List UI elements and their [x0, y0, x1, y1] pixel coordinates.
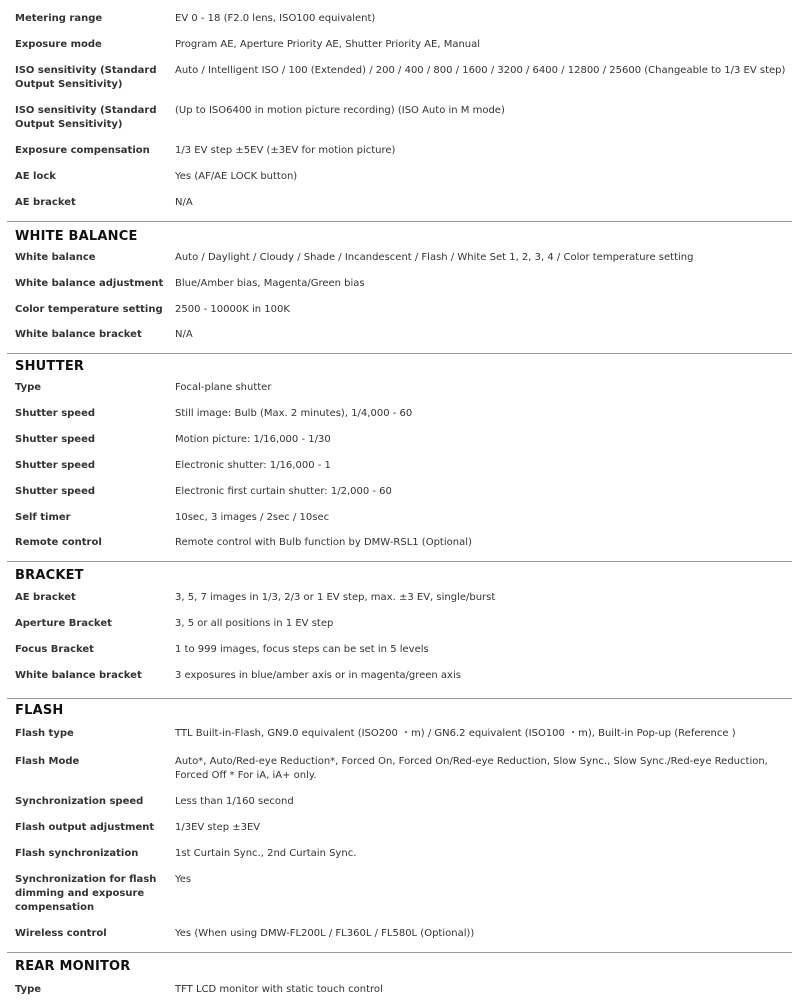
section-title: SHUTTER — [15, 359, 85, 374]
spec-value: Less than 1/160 second — [175, 796, 294, 807]
section-title: BRACKET — [15, 568, 84, 583]
spec-label: Synchronization for flash dimming and exposure compensation — [15, 874, 157, 913]
spec-value: Auto / Intelligent ISO / 100 (Extended) / 200 / 400 / 800 / 1600 / 3200 / 6400 / 12800 / 25600 (Changeable to 1/3 EV step) — [175, 65, 786, 76]
spec-value: EV 0 - 18 (F2.0 lens, ISO100 equivalent) — [175, 13, 376, 24]
spec-value: 1/3EV step ±3EV — [175, 822, 261, 833]
spec-value: 1/3 EV step ±5EV (±3EV for motion picture) — [175, 145, 396, 156]
spec-label: Shutter speed — [15, 460, 96, 471]
spec-value: TTL Built-in-Flash, GN9.0 equivalent (ISO200 ・m) / GN6.2 equivalent (ISO100 ・m), Built-in Pop-up (Reference ) — [175, 728, 736, 739]
section-divider — [7, 561, 792, 562]
spec-label: White balance bracket — [15, 329, 142, 340]
spec-value: Auto / Daylight / Cloudy / Shade / Incandescent / Flash / White Set 1, 2, 3, 4 / Color temperature setting — [175, 252, 694, 263]
section-divider — [7, 353, 792, 354]
spec-label: Remote control — [15, 537, 102, 548]
spec-value: Program AE, Aperture Priority AE, Shutter Priority AE, Manual — [175, 39, 481, 50]
section-title: REAR MONITOR — [15, 959, 131, 974]
spec-value: Electronic shutter: 1/16,000 - 1 — [175, 460, 331, 471]
spec-label: Type — [15, 382, 42, 393]
spec-label: Color temperature setting — [15, 304, 163, 315]
spec-label: Exposure compensation — [15, 145, 150, 156]
spec-value: 10sec, 3 images / 2sec / 10sec — [175, 512, 330, 523]
section-divider — [7, 221, 792, 222]
spec-value: N/A — [175, 197, 193, 208]
spec-value: Auto*, Auto/Red-eye Reduction*, Forced On, Forced On/Red-eye Reduction, Slow Sync., Slow Sync./Red-eye Reduction, Forced Off * For iA, iA+ only. — [175, 756, 768, 781]
spec-label: White balance — [15, 252, 96, 263]
spec-value: Electronic first curtain shutter: 1/2,000 - 60 — [175, 486, 392, 497]
spec-label: Self timer — [15, 512, 71, 523]
spec-value: 3, 5 or all positions in 1 EV step — [175, 618, 334, 629]
spec-value: 3, 5, 7 images in 1/3, 2/3 or 1 EV step, max. ±3 EV, single/burst — [175, 592, 496, 603]
spec-value: Yes — [175, 874, 192, 885]
spec-value: 3 exposures in blue/amber axis or in magenta/green axis — [175, 670, 461, 681]
section-divider — [7, 698, 792, 699]
spec-value: TFT LCD monitor with static touch control — [175, 984, 383, 995]
spec-label: Exposure mode — [15, 39, 102, 50]
spec-label: Aperture Bracket — [15, 618, 112, 629]
spec-value: Yes (When using DMW-FL200L / FL360L / FL580L (Optional)) — [175, 928, 475, 939]
spec-value: Motion picture: 1/16,000 - 1/30 — [175, 434, 331, 445]
spec-value: Remote control with Bulb function by DMW-RSL1 (Optional) — [175, 537, 472, 548]
section-title: FLASH — [15, 703, 64, 718]
spec-value: 1st Curtain Sync., 2nd Curtain Sync. — [175, 848, 357, 859]
spec-label: ISO sensitivity (Standard Output Sensitivity) — [15, 65, 157, 90]
spec-label: AE bracket — [15, 197, 76, 208]
spec-value: 2500 - 10000K in 100K — [175, 304, 290, 315]
spec-label: Flash Mode — [15, 756, 80, 767]
spec-label: Metering range — [15, 13, 103, 24]
spec-label: Shutter speed — [15, 486, 96, 497]
spec-label: Flash type — [15, 728, 74, 739]
spec-label: White balance adjustment — [15, 278, 164, 289]
spec-value: Still image: Bulb (Max. 2 minutes), 1/4,000 - 60 — [175, 408, 413, 419]
spec-label: Wireless control — [15, 928, 107, 939]
section-divider — [7, 952, 792, 953]
spec-value: (Up to ISO6400 in motion picture recording) (ISO Auto in M mode) — [175, 105, 505, 116]
section-title: WHITE BALANCE — [15, 229, 138, 244]
spec-label: Type — [15, 984, 42, 995]
spec-label: Synchronization speed — [15, 796, 144, 807]
spec-value: N/A — [175, 329, 193, 340]
spec-label: Flash output adjustment — [15, 822, 155, 833]
spec-label: Shutter speed — [15, 434, 96, 445]
spec-label: Shutter speed — [15, 408, 96, 419]
spec-value: Blue/Amber bias, Magenta/Green bias — [175, 278, 365, 289]
spec-value: Focal-plane shutter — [175, 382, 272, 393]
spec-value: Yes (AF/AE LOCK button) — [175, 171, 298, 182]
spec-label: White balance bracket — [15, 670, 142, 681]
spec-label: Flash synchronization — [15, 848, 139, 859]
spec-label: ISO sensitivity (Standard Output Sensitivity) — [15, 105, 157, 130]
spec-label: Focus Bracket — [15, 644, 94, 655]
spec-label: AE lock — [15, 171, 56, 182]
spec-value: 1 to 999 images, focus steps can be set in 5 levels — [175, 644, 429, 655]
spec-label: AE bracket — [15, 592, 76, 603]
